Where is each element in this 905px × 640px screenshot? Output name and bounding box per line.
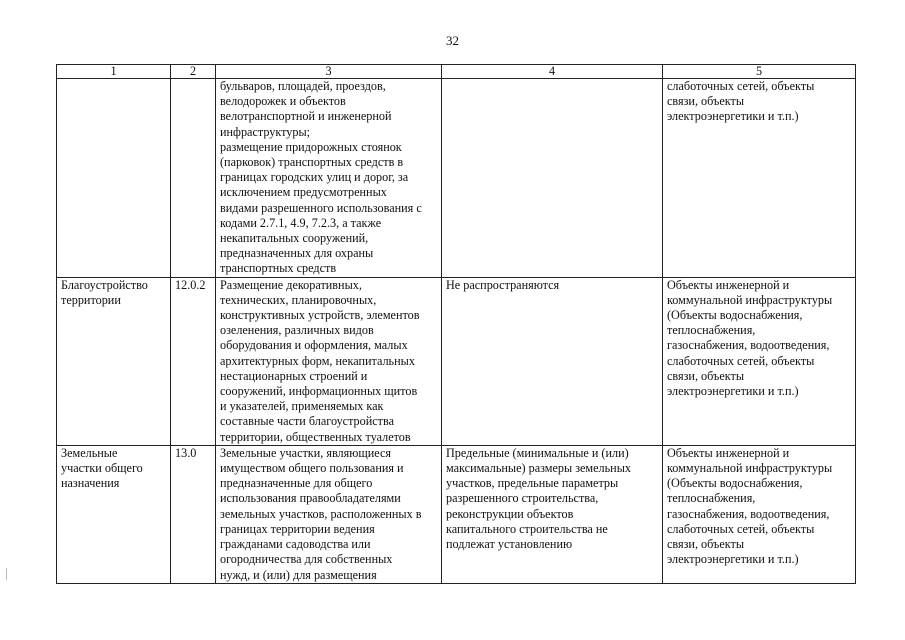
column-header: 5 — [663, 65, 856, 79]
cell-use-code — [171, 79, 216, 278]
column-header: 4 — [442, 65, 663, 79]
cell-use-description: Земельные участки, являющиеся имуществом общего пользования и предназначенные для общего использования правообладателями земельных участков, расположенных в границах территории ведения гражданами садоводства или огородничества для собственных нужд, и (или) для размещения — [216, 445, 442, 583]
cell-infrastructure: Объекты инженерной и коммунальной инфраструктуры (Объекты водоснабжения, теплоснабжения, газоснабжения, водоотведения, слаботочных сетей, объекты связи, объекты электроэнергетики и т.п.) — [663, 277, 856, 445]
cell-use-description: Размещение декоративных, технических, планировочных, конструктивных устройств, элементов озеленения, различных видов оборудования и оформления, малых архитектурных форм, некапитальных нестационарных строений и сооружений, информационных щитов и указателей, применяемых как составные части благоустройства территории, общественных туалетов — [216, 277, 442, 445]
cell-limit-parameters — [442, 79, 663, 278]
land-use-table — [56, 64, 856, 584]
cell-infrastructure: слаботочных сетей, объекты связи, объекты электроэнергетики и т.п.) — [663, 79, 856, 278]
table-header-row — [57, 65, 856, 79]
table-row — [57, 79, 856, 278]
cell-limit-parameters: Предельные (минимальные и (или) максимальные) размеры земельных участков, предельные параметры разрешенного строительства, реконструкции объектов капитального строительства не подлежат установлению — [442, 445, 663, 583]
column-header: 1 — [57, 65, 171, 79]
cell-use-code: 13.0 — [171, 445, 216, 583]
cell-use-name: Благоустройство территории — [57, 277, 171, 445]
table-row — [57, 445, 856, 583]
page-number: 32 — [446, 33, 459, 48]
cell-use-name — [57, 79, 171, 278]
cell-use-code: 12.0.2 — [171, 277, 216, 445]
cell-use-description: бульваров, площадей, проездов, велодорожек и объектов велотранспортной и инженерной инфраструктуры; размещение придорожных стоянок (парковок) транспортных средств в границах городских улиц и дорог, за исключением предусмотренных видами разрешенного использования с кодами 2.7.1, 4.9, 7.2.3, а также некапитальных сооружений, предназначенных для охраны транспортных средств — [216, 79, 442, 278]
cell-limit-parameters: Не распространяются — [442, 277, 663, 445]
table-row — [57, 277, 856, 445]
column-header: 3 — [216, 65, 442, 79]
scan-edge-mark — [6, 568, 7, 580]
cell-use-name: Земельные участки общего назначения — [57, 445, 171, 583]
column-header: 2 — [171, 65, 216, 79]
cell-infrastructure: Объекты инженерной и коммунальной инфраструктуры (Объекты водоснабжения, теплоснабжения, газоснабжения, водоотведения, слаботочных сетей, объекты связи, объекты электроэнергетики и т.п.) — [663, 445, 856, 583]
